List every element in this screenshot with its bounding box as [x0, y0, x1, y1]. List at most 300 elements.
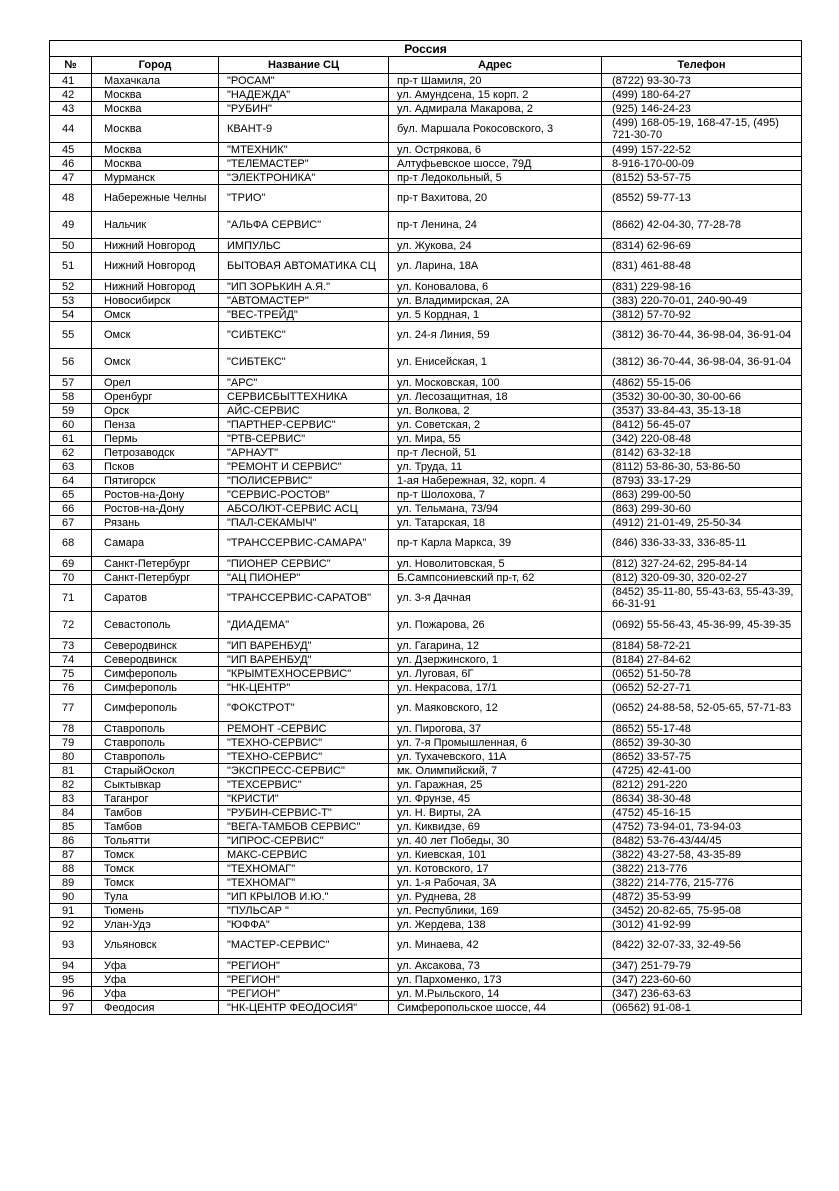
cell-phone: (3822) 213-776: [602, 862, 802, 876]
cell-name: "ПАЛ-СЕКАМЫЧ": [219, 516, 389, 530]
table-row: [50, 502, 802, 516]
cell-city: Уфа: [92, 987, 219, 1001]
cell-name: "ДИАДЕМА": [219, 612, 389, 639]
cell-phone: (863) 299-30-60: [602, 502, 802, 516]
cell-address: ул. 5 Кордная, 1: [389, 308, 602, 322]
cell-name: "ТЕЛЕМАСТЕР": [219, 157, 389, 171]
cell-name: БЫТОВАЯ АВТОМАТИКА СЦ: [219, 253, 389, 280]
table-row: [50, 322, 802, 349]
cell-num: 45: [50, 143, 92, 157]
cell-address: ул. Пархоменко, 173: [389, 973, 602, 987]
cell-num: 71: [50, 585, 92, 612]
cell-address: ул. Труда, 11: [389, 460, 602, 474]
cell-city: Рязань: [92, 516, 219, 530]
cell-address: ул. Н. Вирты, 2А: [389, 806, 602, 820]
cell-phone: (3452) 20-82-65, 75-95-08: [602, 904, 802, 918]
cell-address: ул. Жердева, 138: [389, 918, 602, 932]
cell-phone: (3012) 41-92-99: [602, 918, 802, 932]
cell-num: 78: [50, 722, 92, 736]
table-row: [50, 973, 802, 987]
cell-address: пр-т Лесной, 51: [389, 446, 602, 460]
cell-phone: (8422) 32-07-33, 32-49-56: [602, 932, 802, 959]
table-row: [50, 612, 802, 639]
cell-num: 66: [50, 502, 92, 516]
table-row: [50, 102, 802, 116]
cell-name: "РЕГИОН": [219, 973, 389, 987]
cell-num: 88: [50, 862, 92, 876]
cell-phone: (342) 220-08-48: [602, 432, 802, 446]
cell-phone: (0692) 55-56-43, 45-36-99, 45-39-35: [602, 612, 802, 639]
cell-name: "ТРАНССЕРВИС-САРАТОВ": [219, 585, 389, 612]
cell-phone: (4725) 42-41-00: [602, 764, 802, 778]
cell-num: 61: [50, 432, 92, 446]
cell-name: "ПАРТНЕР-СЕРВИС": [219, 418, 389, 432]
cell-phone: (383) 220-70-01, 240-90-49: [602, 294, 802, 308]
cell-name: "ТРАНССЕРВИС-САМАРА": [219, 530, 389, 557]
cell-num: 51: [50, 253, 92, 280]
cell-phone: (8652) 33-57-75: [602, 750, 802, 764]
cell-city: Севастополь: [92, 612, 219, 639]
cell-num: 73: [50, 639, 92, 653]
cell-city: Омск: [92, 322, 219, 349]
cell-city: Томск: [92, 862, 219, 876]
cell-phone: (4862) 55-15-06: [602, 376, 802, 390]
cell-address: ул. Маяковского, 12: [389, 695, 602, 722]
cell-address: ул. Енисейская, 1: [389, 349, 602, 376]
table-row: [50, 571, 802, 585]
cell-city: Пермь: [92, 432, 219, 446]
cell-name: "ТЕХСЕРВИС": [219, 778, 389, 792]
cell-address: ул. Пожарова, 26: [389, 612, 602, 639]
cell-num: 97: [50, 1001, 92, 1015]
cell-name: "ВЕС-ТРЕЙД": [219, 308, 389, 322]
cell-city: Тамбов: [92, 806, 219, 820]
cell-name: "АЛЬФА СЕРВИС": [219, 212, 389, 239]
cell-phone: (347) 251-79-79: [602, 959, 802, 973]
cell-phone: (846) 336-33-33, 336-85-11: [602, 530, 802, 557]
cell-name: "ТЕХНОМАГ": [219, 876, 389, 890]
cell-address: пр-т Шолохова, 7: [389, 488, 602, 502]
cell-num: 83: [50, 792, 92, 806]
cell-phone: (812) 327-24-62, 295-84-14: [602, 557, 802, 571]
cell-name: РЕМОНТ -СЕРВИС: [219, 722, 389, 736]
cell-city: Саратов: [92, 585, 219, 612]
cell-name: "ТЕХНО-СЕРВИС": [219, 736, 389, 750]
cell-city: Феодосия: [92, 1001, 219, 1015]
cell-city: Москва: [92, 143, 219, 157]
cell-name: "РТВ-СЕРВИС": [219, 432, 389, 446]
cell-phone: (8314) 62-96-69: [602, 239, 802, 253]
table-row: [50, 862, 802, 876]
cell-phone: (3822) 43-27-58, 43-35-89: [602, 848, 802, 862]
table-row: [50, 516, 802, 530]
cell-num: 64: [50, 474, 92, 488]
cell-city: Томск: [92, 848, 219, 862]
cell-name: "ИП КРЫЛОВ И.Ю.": [219, 890, 389, 904]
cell-address: ул. Тельмана, 73/94: [389, 502, 602, 516]
cell-address: ул. Пирогова, 37: [389, 722, 602, 736]
cell-city: Тула: [92, 890, 219, 904]
cell-name: "ИПРОС-СЕРВИС": [219, 834, 389, 848]
cell-phone: (863) 299-00-50: [602, 488, 802, 502]
cell-name: "АРНАУТ": [219, 446, 389, 460]
cell-address: Б.Сампсониевский пр-т, 62: [389, 571, 602, 585]
cell-phone: (8112) 53-86-30, 53-86-50: [602, 460, 802, 474]
cell-phone: (4872) 35-53-99: [602, 890, 802, 904]
cell-phone: (0652) 51-50-78: [602, 667, 802, 681]
cell-phone: (3537) 33-84-43, 35-13-18: [602, 404, 802, 418]
table-row: [50, 681, 802, 695]
cell-city: Нальчик: [92, 212, 219, 239]
cell-address: ул. Киквидзе, 69: [389, 820, 602, 834]
cell-name: "ИП ЗОРЬКИН А.Я.": [219, 280, 389, 294]
cell-city: Тюмень: [92, 904, 219, 918]
cell-name: "КРИСТИ": [219, 792, 389, 806]
cell-phone: (8793) 33-17-29: [602, 474, 802, 488]
cell-city: Петрозаводск: [92, 446, 219, 460]
cell-city: Псков: [92, 460, 219, 474]
cell-address: ул. Амундсена, 15 корп. 2: [389, 88, 602, 102]
cell-address: пр-т Ледокольный, 5: [389, 171, 602, 185]
table-row: [50, 778, 802, 792]
cell-phone: (347) 236-63-63: [602, 987, 802, 1001]
cell-num: 50: [50, 239, 92, 253]
cell-address: пр-т Вахитова, 20: [389, 185, 602, 212]
cell-city: Омск: [92, 349, 219, 376]
cell-city: Омск: [92, 308, 219, 322]
cell-name: "ИП ВАРЕНБУД": [219, 653, 389, 667]
cell-address: ул. Дзержинского, 1: [389, 653, 602, 667]
cell-name: "ПИОНЕР СЕРВИС": [219, 557, 389, 571]
cell-address: ул. Луговая, 6Г: [389, 667, 602, 681]
cell-city: Москва: [92, 116, 219, 143]
cell-city: Самара: [92, 530, 219, 557]
cell-name: "ТЕХНО-СЕРВИС": [219, 750, 389, 764]
cell-city: Симферополь: [92, 667, 219, 681]
cell-num: 62: [50, 446, 92, 460]
cell-phone: (8152) 53-57-75: [602, 171, 802, 185]
cell-city: Тамбов: [92, 820, 219, 834]
cell-num: 90: [50, 890, 92, 904]
table-row: [50, 764, 802, 778]
table-row: [50, 834, 802, 848]
cell-num: 63: [50, 460, 92, 474]
table-row: [50, 253, 802, 280]
cell-name: "ПОЛИСЕРВИС": [219, 474, 389, 488]
cell-address: ул. Котовского, 17: [389, 862, 602, 876]
cell-address: ул. Минаева, 42: [389, 932, 602, 959]
cell-address: ул. Татарская, 18: [389, 516, 602, 530]
col-header-address: Адрес: [389, 57, 602, 74]
cell-num: 94: [50, 959, 92, 973]
table-row: [50, 806, 802, 820]
table-row: [50, 74, 802, 88]
cell-address: ул. 24-я Линия, 59: [389, 322, 602, 349]
cell-phone: (8662) 42-04-30, 77-28-78: [602, 212, 802, 239]
cell-city: Ульяновск: [92, 932, 219, 959]
cell-name: "РЕГИОН": [219, 987, 389, 1001]
cell-phone: (0652) 24-88-58, 52-05-65, 57-71-83: [602, 695, 802, 722]
cell-phone: (3812) 57-70-92: [602, 308, 802, 322]
cell-address: ул. 3-я Дачная: [389, 585, 602, 612]
cell-phone: (8482) 53-76-43/44/45: [602, 834, 802, 848]
table-row: [50, 390, 802, 404]
cell-city: Ростов-на-Дону: [92, 502, 219, 516]
cell-name: "КРЫМТЕХНОСЕРВИС": [219, 667, 389, 681]
cell-phone: (4752) 73-94-01, 73-94-03: [602, 820, 802, 834]
cell-address: ул. Советская, 2: [389, 418, 602, 432]
table-row: [50, 171, 802, 185]
cell-num: 68: [50, 530, 92, 557]
col-header-phone: Телефон: [602, 57, 802, 74]
table-row: [50, 792, 802, 806]
cell-city: Тольятти: [92, 834, 219, 848]
cell-address: ул. 7-я Промышленная, 6: [389, 736, 602, 750]
cell-phone: 8-916-170-00-09: [602, 157, 802, 171]
cell-num: 72: [50, 612, 92, 639]
table-row: [50, 530, 802, 557]
cell-name: "РЕМОНТ И СЕРВИС": [219, 460, 389, 474]
cell-address: ул. Владимирская, 2А: [389, 294, 602, 308]
cell-name: "СЕРВИС-РОСТОВ": [219, 488, 389, 502]
cell-num: 70: [50, 571, 92, 585]
cell-city: Москва: [92, 88, 219, 102]
cell-city: Ставрополь: [92, 736, 219, 750]
cell-num: 69: [50, 557, 92, 571]
cell-city: Санкт-Петербург: [92, 571, 219, 585]
cell-city: Улан-Удэ: [92, 918, 219, 932]
cell-phone: (812) 320-09-30, 320-02-27: [602, 571, 802, 585]
cell-address: пр-т Ленина, 24: [389, 212, 602, 239]
cell-phone: (8552) 59-77-13: [602, 185, 802, 212]
cell-address: ул. Московская, 100: [389, 376, 602, 390]
table-row: [50, 474, 802, 488]
cell-num: 60: [50, 418, 92, 432]
cell-name: "РУБИН": [219, 102, 389, 116]
cell-city: Северодвинск: [92, 653, 219, 667]
cell-city: Уфа: [92, 973, 219, 987]
cell-city: Сыктывкар: [92, 778, 219, 792]
cell-num: 87: [50, 848, 92, 862]
cell-name: "МАСТЕР-СЕРВИС": [219, 932, 389, 959]
cell-city: Нижний Новгород: [92, 239, 219, 253]
cell-num: 57: [50, 376, 92, 390]
cell-city: Симферополь: [92, 681, 219, 695]
cell-num: 55: [50, 322, 92, 349]
col-header-city: Город: [92, 57, 219, 74]
cell-phone: (06562) 91-08-1: [602, 1001, 802, 1015]
cell-city: Нижний Новгород: [92, 280, 219, 294]
cell-num: 79: [50, 736, 92, 750]
table-title: Россия: [50, 41, 802, 57]
table-row: [50, 157, 802, 171]
cell-address: 1-ая Набережная, 32, корп. 4: [389, 474, 602, 488]
cell-name: "АЦ ПИОНЕР": [219, 571, 389, 585]
cell-num: 80: [50, 750, 92, 764]
cell-num: 82: [50, 778, 92, 792]
cell-num: 89: [50, 876, 92, 890]
table-row: [50, 750, 802, 764]
table-row: [50, 585, 802, 612]
cell-name: "АРС": [219, 376, 389, 390]
cell-city: Ставрополь: [92, 722, 219, 736]
cell-city: Орел: [92, 376, 219, 390]
cell-address: ул. Некрасова, 17/1: [389, 681, 602, 695]
cell-num: 77: [50, 695, 92, 722]
table-row: [50, 460, 802, 474]
cell-city: Симферополь: [92, 695, 219, 722]
cell-city: Таганрог: [92, 792, 219, 806]
table-row: [50, 876, 802, 890]
cell-phone: (499) 168-05-19, 168-47-15, (495) 721-30-70: [602, 116, 802, 143]
cell-phone: (8722) 93-30-73: [602, 74, 802, 88]
cell-phone: (499) 157-22-52: [602, 143, 802, 157]
cell-name: "ВЕГА-ТАМБОВ СЕРВИС": [219, 820, 389, 834]
cell-num: 54: [50, 308, 92, 322]
cell-city: Пенза: [92, 418, 219, 432]
cell-num: 81: [50, 764, 92, 778]
cell-address: ул. 40 лет Победы, 30: [389, 834, 602, 848]
cell-num: 59: [50, 404, 92, 418]
cell-name: "НК-ЦЕНТР": [219, 681, 389, 695]
cell-city: Санкт-Петербург: [92, 557, 219, 571]
cell-name: "НАДЕЖДА": [219, 88, 389, 102]
cell-name: "РОСАМ": [219, 74, 389, 88]
cell-num: 58: [50, 390, 92, 404]
cell-phone: (3822) 214-776, 215-776: [602, 876, 802, 890]
cell-phone: (8412) 56-45-07: [602, 418, 802, 432]
table-row: [50, 446, 802, 460]
cell-num: 46: [50, 157, 92, 171]
cell-address: ул. Мира, 55: [389, 432, 602, 446]
cell-name: "СИБТЕКС": [219, 349, 389, 376]
cell-address: Симферопольское шоссе, 44: [389, 1001, 602, 1015]
cell-num: 42: [50, 88, 92, 102]
cell-phone: (831) 229-98-16: [602, 280, 802, 294]
cell-num: 67: [50, 516, 92, 530]
table-row: [50, 432, 802, 446]
table-row: [50, 308, 802, 322]
cell-address: ул. 1-я Рабочая, 3А: [389, 876, 602, 890]
table-row: [50, 488, 802, 502]
table-row: [50, 212, 802, 239]
cell-num: 85: [50, 820, 92, 834]
cell-city: Москва: [92, 102, 219, 116]
cell-num: 86: [50, 834, 92, 848]
cell-phone: (8212) 291-220: [602, 778, 802, 792]
cell-name: КВАНТ-9: [219, 116, 389, 143]
table-row: [50, 959, 802, 973]
cell-city: Оренбург: [92, 390, 219, 404]
cell-address: ул. Киевская, 101: [389, 848, 602, 862]
table-row: [50, 1001, 802, 1015]
cell-city: Нижний Новгород: [92, 253, 219, 280]
cell-phone: (499) 180-64-27: [602, 88, 802, 102]
table-row: [50, 418, 802, 432]
cell-city: Пятигорск: [92, 474, 219, 488]
cell-address: ул. Лесозащитная, 18: [389, 390, 602, 404]
cell-num: 43: [50, 102, 92, 116]
table-row: [50, 349, 802, 376]
cell-num: 95: [50, 973, 92, 987]
cell-city: Северодвинск: [92, 639, 219, 653]
cell-num: 41: [50, 74, 92, 88]
table-row: [50, 404, 802, 418]
cell-num: 92: [50, 918, 92, 932]
cell-phone: (3812) 36-70-44, 36-98-04, 36-91-04: [602, 349, 802, 376]
cell-city: Уфа: [92, 959, 219, 973]
col-header-num: №: [50, 57, 92, 74]
cell-name: "МТЕХНИК": [219, 143, 389, 157]
cell-city: Ставрополь: [92, 750, 219, 764]
table-row: [50, 653, 802, 667]
table-row: [50, 88, 802, 102]
cell-address: пр-т Шамиля, 20: [389, 74, 602, 88]
header-row: [50, 57, 802, 74]
cell-name: "ТЕХНОМАГ": [219, 862, 389, 876]
cell-phone: (8184) 27-84-62: [602, 653, 802, 667]
table-row: [50, 918, 802, 932]
cell-address: ул. Аксакова, 73: [389, 959, 602, 973]
cell-address: ул. Адмирала Макарова, 2: [389, 102, 602, 116]
cell-city: СтарыйОскол: [92, 764, 219, 778]
cell-name: МАКС-СЕРВИС: [219, 848, 389, 862]
cell-phone: (0652) 52-27-71: [602, 681, 802, 695]
cell-name: "ТРИО": [219, 185, 389, 212]
table-row: [50, 667, 802, 681]
cell-phone: (8634) 38-30-48: [602, 792, 802, 806]
cell-address: Алтуфьевское шоссе, 79Д: [389, 157, 602, 171]
table-row: [50, 904, 802, 918]
cell-city: Новосибирск: [92, 294, 219, 308]
cell-num: 76: [50, 681, 92, 695]
cell-phone: (831) 461-88-48: [602, 253, 802, 280]
cell-address: ул. Жукова, 24: [389, 239, 602, 253]
table-row: [50, 185, 802, 212]
cell-address: ул. Гаражная, 25: [389, 778, 602, 792]
cell-name: "РЕГИОН": [219, 959, 389, 973]
cell-phone: (347) 223-60-60: [602, 973, 802, 987]
cell-name: "ПУЛЬСАР ": [219, 904, 389, 918]
cell-phone: (925) 146-24-23: [602, 102, 802, 116]
cell-num: 56: [50, 349, 92, 376]
cell-num: 49: [50, 212, 92, 239]
cell-num: 65: [50, 488, 92, 502]
table-row: [50, 280, 802, 294]
cell-phone: (8184) 58-72-21: [602, 639, 802, 653]
service-centers-table: [49, 40, 802, 1015]
cell-name: "АВТОМАСТЕР": [219, 294, 389, 308]
cell-name: ИМПУЛЬС: [219, 239, 389, 253]
table-row: [50, 143, 802, 157]
cell-phone: (8652) 55-17-48: [602, 722, 802, 736]
cell-address: ул. Новолитовская, 5: [389, 557, 602, 571]
cell-address: ул. М.Рыльского, 14: [389, 987, 602, 1001]
table-row: [50, 376, 802, 390]
cell-address: ул. Фрунзе, 45: [389, 792, 602, 806]
cell-phone: (4912) 21-01-49, 25-50-34: [602, 516, 802, 530]
cell-name: "ИП ВАРЕНБУД": [219, 639, 389, 653]
cell-name: "ЭКСПРЕСС-СЕРВИС": [219, 764, 389, 778]
cell-phone: (8142) 63-32-18: [602, 446, 802, 460]
col-header-name: Название СЦ: [219, 57, 389, 74]
table-row: [50, 736, 802, 750]
cell-num: 47: [50, 171, 92, 185]
cell-name: "ЮФФА": [219, 918, 389, 932]
table-row: [50, 639, 802, 653]
cell-name: "СИБТЕКС": [219, 322, 389, 349]
table-row: [50, 239, 802, 253]
